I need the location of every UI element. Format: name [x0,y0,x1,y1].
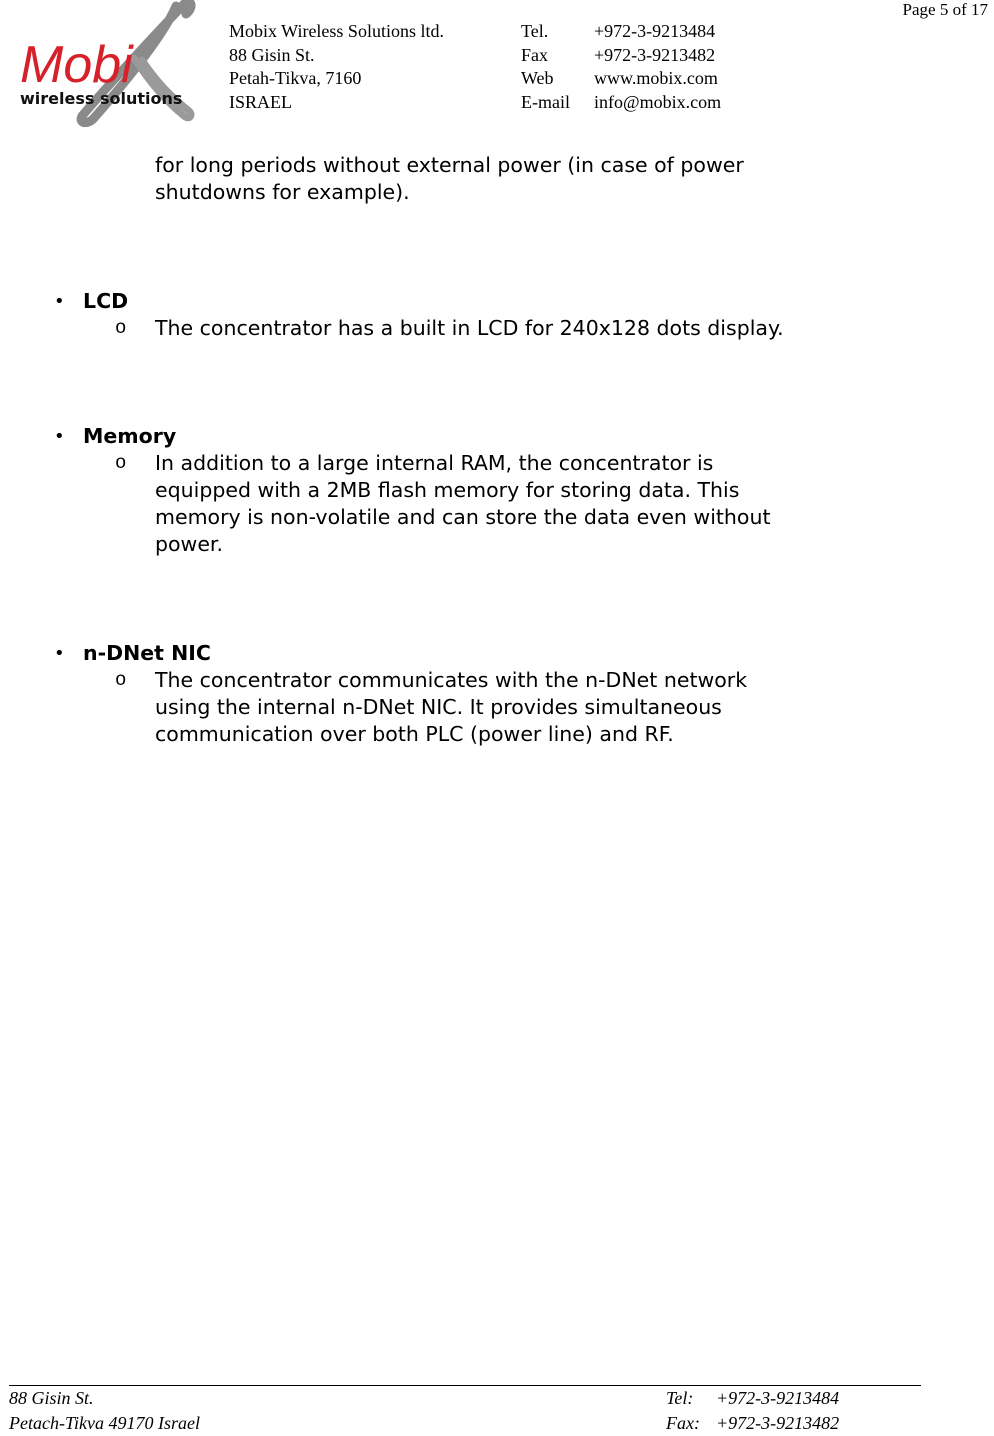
contact-value: www.mobix.com [594,68,718,88]
contact-row-fax [521,44,721,68]
contact-value: +972-3-9213482 [594,44,716,65]
text-line: The concentrator communicates with the n-DNet network [155,668,748,692]
logo-tagline: wireless solutions [20,89,183,108]
footer-contact-label: Fax: [666,1413,700,1433]
footer-contact-value: +972-3-9213484 [716,1388,840,1408]
page-number: Page 5 of 17 [902,0,988,19]
footer-address-line: 88 Gisin St. [9,1388,94,1408]
footer-address-line: Petach-Tikva 49170 Israel [9,1413,200,1433]
sub-bullet-icon: o [115,317,127,339]
contact-label: Web [521,68,554,88]
contact-value: +972-3-9213484 [594,21,716,41]
address-line: ISRAEL [229,91,292,112]
text-line: using the internal n-DNet NIC. It provides simultaneous [155,695,722,719]
text-line: memory is non-volatile and can store the data even without [155,505,771,529]
footer-contact-label: Tel: [666,1388,694,1408]
address-line: 88 Gisin St. [229,44,315,65]
footer-contact-fax [666,1411,839,1436]
footer-address [9,1386,200,1436]
bullet-icon: • [54,643,65,664]
footer-contact-tel [666,1386,839,1411]
bullet-icon: • [54,291,65,312]
address-line: Mobix Wireless Solutions ltd. [229,21,444,41]
text-line: for long periods without external power (in case of power [155,153,744,177]
company-logo [16,0,202,128]
logo-wordmark: Mobi [20,36,133,94]
section-title: n-DNet NIC [83,641,211,665]
company-address [229,20,444,114]
sub-bullet-icon: o [115,452,127,474]
section-title: Memory [83,424,177,448]
text-line: In addition to a large internal RAM, the concentrator is [155,451,714,475]
text-line: communication over both PLC (power line) and RF. [155,722,674,746]
intro-paragraph [155,152,855,206]
footer-contact-value: +972-3-9213482 [716,1413,840,1433]
contact-label: Tel. [521,21,549,41]
contact-row-web [521,67,721,91]
contact-row-tel [521,20,721,44]
company-contacts [521,20,721,114]
text-line: shutdowns for example). [155,180,410,204]
address-line: Petah-Tikva, 7160 [229,68,362,88]
contact-row-email [521,91,721,115]
sub-bullet-icon: o [115,669,127,691]
text-line: equipped with a 2MB flash memory for storing data. This [155,478,740,502]
text-line: power. [155,532,223,556]
text-line: The concentrator has a built in LCD for 240x128 dots display. [155,316,784,340]
contact-value: info@mobix.com [594,91,722,112]
bullet-icon: • [54,426,65,447]
section-title: LCD [83,289,129,313]
contact-label: Fax [521,44,548,65]
contact-label: E-mail [521,91,570,112]
footer-contacts [666,1386,839,1436]
